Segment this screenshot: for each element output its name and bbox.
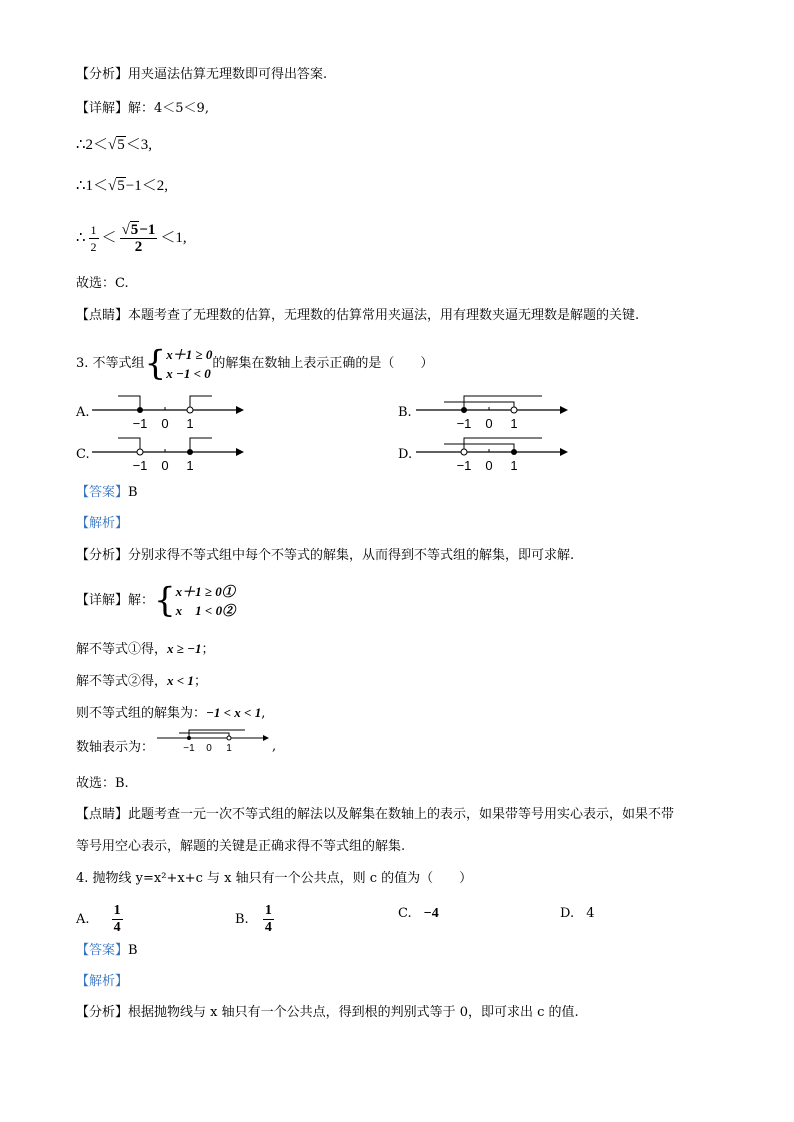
comment-tag: 【点睛】 (76, 308, 129, 323)
option-c-label[interactable]: C. (76, 447, 90, 462)
q2-step4: ∴ $\frac{1}{2}$ ＜ $\frac{√5-1}{2}$ ＜1, (76, 222, 187, 256)
number-line-d (414, 434, 574, 486)
hollow-point (461, 449, 467, 455)
solid-point (137, 407, 143, 413)
ineq1: x＋1 ≥ 0 (166, 346, 213, 362)
solid-point (511, 449, 517, 455)
hollow-point (187, 407, 193, 413)
number-line-c (90, 434, 250, 486)
option-label: D. (560, 906, 575, 921)
detail-tag: 【详解】 (76, 101, 129, 116)
step3-post: −1＜2, (125, 178, 168, 194)
frac-den: 2 (90, 240, 97, 255)
step2-post: ＜3, (125, 137, 153, 153)
tick-label: 0 (206, 743, 212, 754)
detail-pre: 解： (128, 593, 155, 608)
solid-point (461, 407, 467, 413)
q3-detail-system (176, 582, 235, 620)
answer-tag: 【答案】 (76, 485, 129, 500)
q3-choice: 故选：B. (76, 776, 129, 791)
tick-label: −1 (132, 458, 148, 473)
tick-label: −1 (456, 416, 472, 431)
q4-analysis-line (76, 1004, 579, 1022)
q2-analysis-line (76, 66, 327, 84)
q4-option-a[interactable] (76, 903, 126, 936)
option-value: −4 (423, 906, 439, 921)
q3-answer-line (76, 484, 138, 502)
option-label: C. (398, 906, 412, 921)
analysis-text: 根据抛物线与 x 轴只有一个公共点，得到根的判别式等于 0，即可求出 c 的值. (128, 1005, 579, 1020)
frac-num: 1 (264, 903, 272, 918)
q4-answer-line (76, 942, 138, 960)
solid-point (187, 736, 191, 740)
hollow-point (227, 736, 231, 740)
tick-label: −1 (456, 458, 472, 473)
detail-text: 解：4＜5＜9, (128, 101, 209, 116)
sol1-post: ； (201, 642, 215, 657)
fraction-half (89, 222, 99, 255)
sys2: x 1 < 0② (175, 602, 236, 618)
tick-label: 0 (485, 458, 493, 473)
detail-tag: 【详解】 (76, 593, 129, 608)
frac-num: 1 (113, 903, 121, 918)
fraction-sqrt (120, 222, 158, 255)
q3-comment-line2: 等号用空心表示，解题的关键是正确求得不等式组的解集. (76, 839, 406, 854)
sqrt-symbol: √5 (108, 137, 125, 153)
solid-point (187, 449, 193, 455)
set-expr: −1 < x < 1 (206, 705, 262, 720)
q4-option-b[interactable] (235, 903, 277, 936)
tick-label: −1 (132, 416, 148, 431)
sqrt-radicand: 5 (117, 178, 125, 194)
q3-stem-post: 的解集在数轴上表示正确的是（ ） (212, 356, 434, 371)
q3-stem (76, 343, 433, 385)
sol2-pre: 解不等式②得， (76, 674, 168, 689)
set-pre: 则不等式组的解集为： (76, 706, 207, 721)
sqrt-radicand: 5 (130, 222, 139, 239)
q3-detail-line (76, 580, 235, 622)
tick-label: 0 (161, 458, 169, 473)
tick-label: 0 (485, 416, 493, 431)
tick-label: 1 (186, 458, 194, 473)
brace-icon: { (144, 343, 167, 384)
q3-system (166, 345, 212, 383)
option-label: B. (235, 912, 249, 927)
q3-set (76, 704, 265, 723)
sys1: x＋1 ≥ 0① (175, 583, 235, 599)
option-label: A. (76, 912, 90, 927)
sol2-expr: x < 1 (167, 673, 194, 688)
axis-post: , (272, 739, 277, 754)
comment-text: 本题考查了无理数的估算，无理数的估算常用夹逼法，用有理数夹逼无理数是解题的关键. (128, 308, 640, 323)
sqrt-symbol: √5 (108, 178, 125, 194)
ineq2: x −1 < 0 (166, 365, 211, 381)
sol1-pre: 解不等式①得， (76, 642, 168, 657)
tick-label: 1 (510, 416, 518, 431)
frac-num: √5−1 (121, 222, 156, 239)
analysis-text: 用夹逼法估算无理数即可得出答案. (128, 67, 328, 82)
q3-analysis-line (76, 547, 574, 565)
solution-number-line (155, 726, 273, 756)
comment-tag: 【点睛】 (76, 807, 129, 822)
frac-den: 2 (134, 239, 143, 256)
comment-text-1: 此题考查一元一次不等式组的解法以及解集在数轴上的表示，如果带等号用实心表示，如果不带 (128, 807, 675, 822)
q3-comment-line (76, 806, 674, 824)
q3-axis-line (76, 739, 154, 757)
set-post: , (261, 706, 266, 721)
answer-tag: 【答案】 (76, 943, 129, 958)
q2-step3 (76, 177, 168, 195)
option-a-label[interactable]: A. (76, 405, 90, 420)
analysis-tag: 【分析】 (76, 548, 129, 563)
frac-num-tail: −1 (139, 222, 156, 239)
q4-option-c[interactable] (398, 906, 439, 922)
fraction (263, 903, 274, 936)
sol2-post: ； (193, 674, 207, 689)
analysis-tag: 【分析】 (76, 67, 129, 82)
option-value: 4 (586, 906, 595, 921)
tick-label: −1 (183, 743, 195, 754)
q3-explain-tag: 【解析】 (76, 516, 129, 531)
q2-detail-line (76, 100, 209, 118)
q3-stem-pre: 3. 不等式组 (76, 356, 145, 371)
q4-explain-tag: 【解析】 (76, 974, 129, 989)
q4-option-d[interactable] (560, 906, 595, 921)
tick-label: 1 (510, 458, 518, 473)
q4-stem: 4. 抛物线 y=x²+x+c 与 x 轴只有一个公共点，则 c 的值为（ ） (76, 871, 473, 886)
hollow-point (137, 449, 143, 455)
answer-value: B (128, 943, 138, 958)
answer-value: B (128, 485, 138, 500)
q2-comment-line (76, 307, 639, 325)
tick-label: 1 (226, 743, 232, 754)
brace-icon: { (154, 580, 176, 621)
option-d-label[interactable]: D. (398, 447, 413, 462)
frac-den: 4 (113, 920, 121, 935)
analysis-text: 分别求得不等式组中每个不等式的解集，从而得到不等式组的解集，即可求解. (128, 548, 575, 563)
step2-pre: ∴2＜ (76, 137, 109, 153)
sqrt-radicand: 5 (117, 137, 125, 153)
tick-label: 0 (161, 416, 169, 431)
q3-sol2 (76, 672, 207, 691)
analysis-tag: 【分析】 (76, 1005, 129, 1020)
q2-choice: 故选：C. (76, 276, 129, 291)
sol1-expr: x ≥ −1 (167, 641, 202, 656)
hollow-point (511, 407, 517, 413)
frac-num: 1 (90, 223, 97, 238)
q2-step2 (76, 136, 152, 154)
q3-sol1 (76, 640, 215, 659)
step3-pre: ∴1＜ (76, 178, 109, 194)
tick-label: 1 (186, 416, 194, 431)
frac-den: 4 (264, 920, 272, 935)
step4-pre: ∴ (76, 230, 86, 246)
step4-post: ＜1, (160, 230, 187, 246)
axis-pre: 数轴表示为： (76, 740, 155, 755)
fraction (112, 903, 123, 936)
option-b-label[interactable]: B. (398, 405, 412, 420)
